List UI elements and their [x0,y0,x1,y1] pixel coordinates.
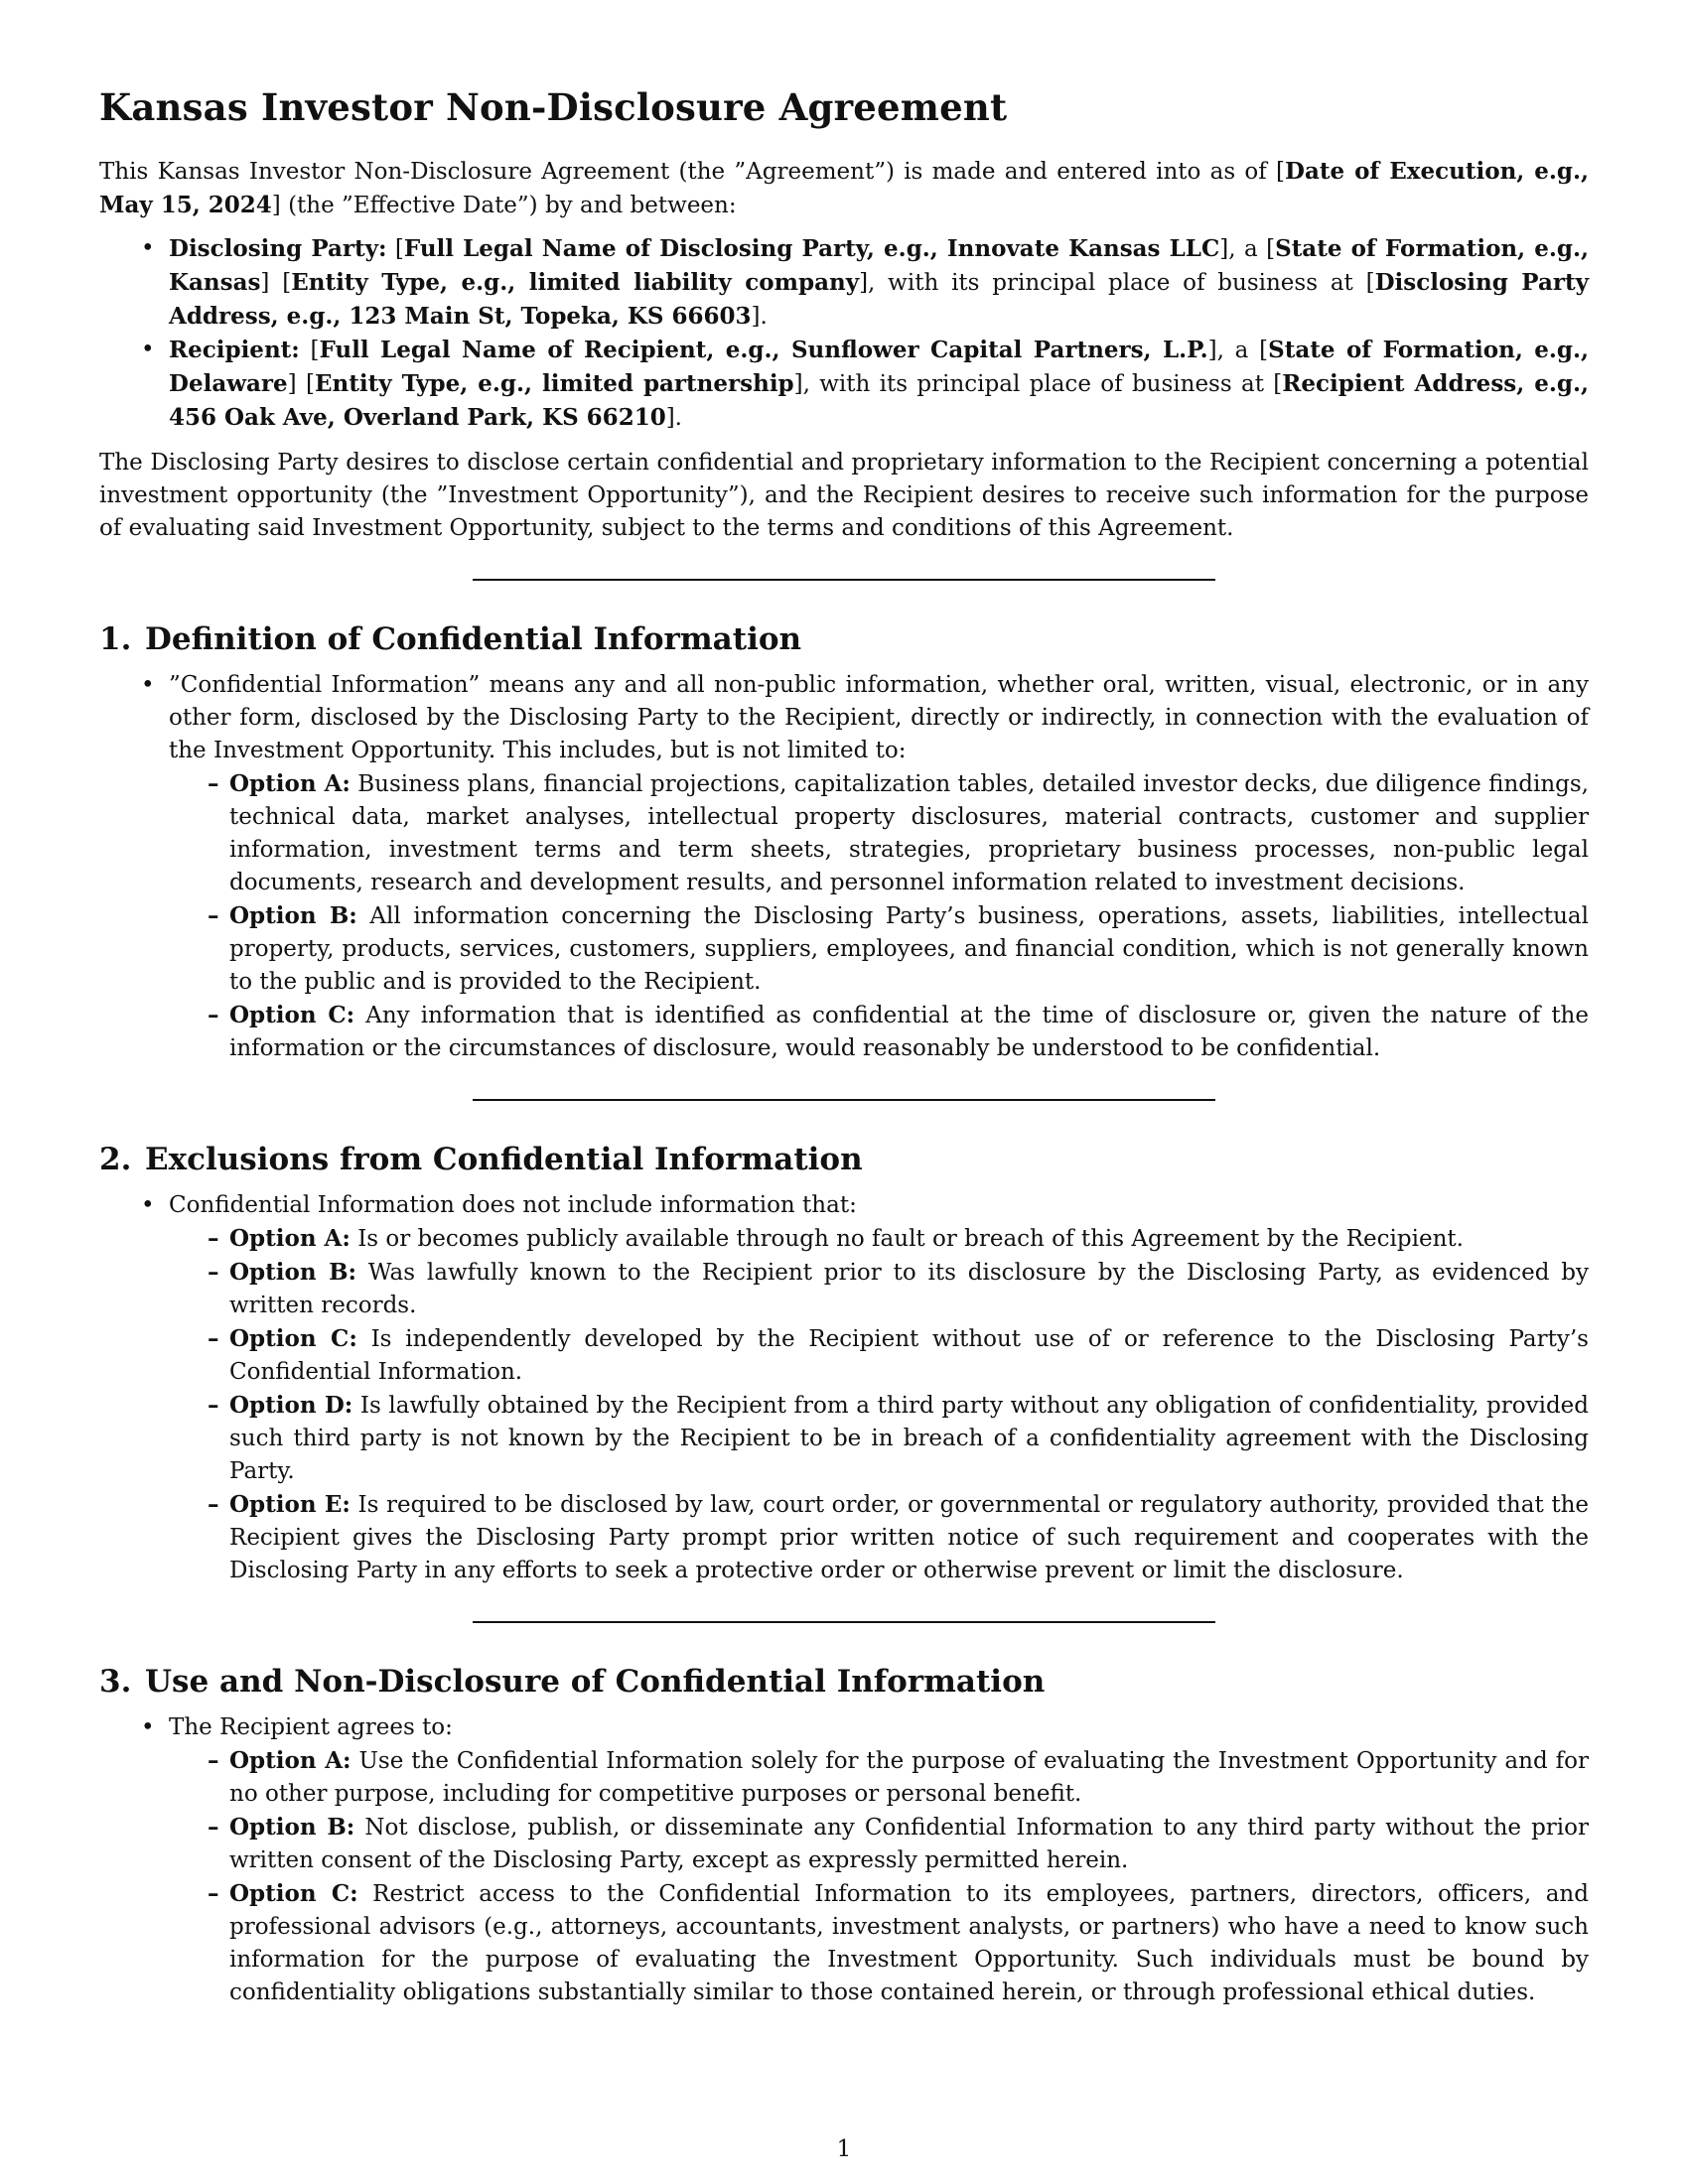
option-label: Option C: [229,1002,355,1029]
option-item [169,1389,1589,1488]
option-text: Use the Confidential Information solely for the purpose of evaluating the Investment Opportunity and for no other purpose, including for competitive purposes or personal benefit. [229,1747,1589,1807]
option-list [169,1222,1589,1587]
section-lead-text: Confidential Information does not include information that: [169,1191,857,1218]
section-divider [473,1621,1215,1623]
party-label: Disclosing Party: [169,235,387,263]
intro-paragraph [99,155,1589,222]
option-item [169,999,1589,1065]
option-label: Option B: [229,1813,355,1841]
option-text: Is required to be disclosed by law, court order, or governmental or regulatory authority, provided that the Recipient gives the Disclosing Party prompt prior written notice of such requirement and cooperates with the Disclosing Party in any efforts to seek a protective order or otherwise prevent or limit the disclosure. [229,1491,1589,1583]
option-item [169,1744,1589,1811]
option-label: Option C: [229,1879,358,1907]
section-title: Use and Non-Disclosure of Confidential Information [145,1663,1046,1700]
option-item [169,1256,1589,1322]
execution-date-placeholder: Date of Execution, e.g., May 15, 2024 [99,158,1589,219]
party-disclosing [99,232,1589,334]
section-number: 2. [99,1142,132,1178]
party-text: [ [299,338,320,364]
option-list [169,767,1589,1065]
option-text: Any information that is identified as confidential at the time of disclosure or, given the nature of the information or the circumstances of disclosure, would reasonably be understood to be confidential. [229,1003,1589,1062]
party-text: ]. [665,405,682,432]
section-title: Definition of Confidential Information [145,621,802,658]
section-lead-text: ”Confidential Information” means any and all non-public information, whether oral, written, visual, electronic, or in any other form, disclosed by the Disclosing Party to the Recipient, directly or indirectly, in connection with the evaluation of the Investment Opportunity. This includes, but is not limited to: [169,672,1589,764]
list-item [99,1711,1589,2009]
option-label: Option A: [229,770,351,798]
party-entity-placeholder: Entity Type, e.g., limited partnership [314,370,794,398]
party-state-placeholder: State of Formation, e.g., Kansas [169,235,1589,297]
party-text: ], a [ [1219,236,1276,263]
document-title: Kansas Investor Non-Disclosure Agreement [99,85,1008,129]
option-label: Option B: [229,902,357,930]
option-item [169,1222,1589,1256]
option-text: Business plans, financial projections, capitalization tables, detailed investor decks, due diligence findings, technical data, market analyses, intellectual property disclosures, material contracts, customer and supplier information, investment terms and term sheets, strategies, proprietary business processes, non-public legal documents, research and development results, and personnel information related to investment decisions. [229,771,1589,896]
option-label: Option E: [229,1490,351,1518]
party-label: Recipient: [169,337,300,364]
section-2-list [99,1189,1589,1587]
option-item [169,899,1589,999]
party-text: ] [ [260,270,292,297]
section-title: Exclusions from Confidential Information [145,1142,863,1178]
option-item [169,767,1589,899]
parties-list [99,232,1589,435]
section-1-heading [99,620,1589,659]
option-text: Is independently developed by the Recipient without use of or reference to the Disclosing Party’s Confidential Information. [229,1325,1589,1385]
option-text: Not disclose, publish, or disseminate any Confidential Information to any third party without the prior written consent of the Disclosing Party, except as expressly permitted herein. [229,1814,1589,1873]
party-text: ]. [751,304,768,331]
section-lead-text: The Recipient agrees to: [169,1713,453,1740]
section-3-list [99,1711,1589,2009]
party-name-placeholder: Full Legal Name of Disclosing Party, e.g., Innovate Kansas LLC [403,235,1220,263]
option-label: Option B: [229,1258,357,1286]
section-3-heading [99,1663,1589,1702]
option-label: Option A: [229,1224,351,1252]
list-item [99,1189,1589,1587]
party-text: ], with its principal place of business at [ [793,371,1283,398]
option-item [169,1811,1589,1877]
party-address-placeholder: Disclosing Party Address, e.g., 123 Main St, Topeka, KS 66603 [169,269,1589,331]
option-label: Option C: [229,1324,357,1352]
option-text: Was lawfully known to the Recipient prior to its disclosure by the Disclosing Party, as evidenced by written records. [229,1259,1590,1318]
party-state-placeholder: State of Formation, e.g., Delaware [169,337,1590,398]
section-2-heading [99,1141,1589,1179]
option-text: Restrict access to the Confidential Information to its employees, partners, directors, officers, and professional advisors (e.g., attorneys, accountants, investment analysts, or partners) who have a need to know such information for the purpose of evaluating the Investment Opportunity. Such individuals must be bound by confidentiality obligations substantially similar to those contained herein, or through professional ethical duties. [229,1880,1589,2005]
option-item [169,1322,1589,1389]
party-address-placeholder: Recipient Address, e.g., 456 Oak Ave, Overland Park, KS 66210 [169,370,1589,432]
option-text: Is or becomes publicly available through no fault or breach of this Agreement by the Recipient. [350,1225,1464,1252]
list-item [99,669,1589,1065]
option-item [169,1877,1589,2009]
party-text: ], with its principal place of business at [ [859,270,1375,297]
option-text: Is lawfully obtained by the Recipient from a third party without any obligation of confidentiality, provided such third party is not known by the Recipient to be in breach of a confidentiality agreement with the Disclosing Party. [229,1392,1589,1484]
option-list [169,1744,1589,2009]
option-text: All information concerning the Disclosing Party’s business, operations, assets, liabilities, intellectual property, products, services, customers, suppliers, employees, and financial condition, which is not generally known to the public and is provided to the Recipient. [229,903,1589,996]
page-number: 1 [836,2136,852,2162]
purpose-paragraph: The Disclosing Party desires to disclose certain confidential and proprietary information to the Recipient concerning a potential investment opportunity (the ”Investment Opportunity”), and the Recipient desires to receive such information for the purpose of evaluating said Investment Opportunity, subject to the terms and conditions of this Agreement. [99,450,1589,542]
party-text: [ [386,236,404,263]
party-name-placeholder: Full Legal Name of Recipient, e.g., Sunflower Capital Partners, L.P. [319,337,1208,364]
party-text: ], a [ [1207,338,1269,364]
party-recipient [99,334,1589,435]
option-label: Option A: [229,1746,352,1774]
option-item [169,1488,1589,1587]
section-divider [473,579,1215,581]
option-label: Option D: [229,1391,353,1419]
intro-text-2: ] (the ”Effective Date”) by and between: [271,193,737,219]
intro-text-1: This Kansas Investor Non-Disclosure Agreement (the ”Agreement”) is made and entered into as of [ [99,159,1286,186]
section-number: 3. [99,1663,132,1700]
section-divider [473,1099,1215,1101]
section-1-list [99,669,1589,1065]
party-text: ] [ [287,371,315,398]
section-number: 1. [99,621,132,658]
party-entity-placeholder: Entity Type, e.g., limited liability company [291,269,860,297]
